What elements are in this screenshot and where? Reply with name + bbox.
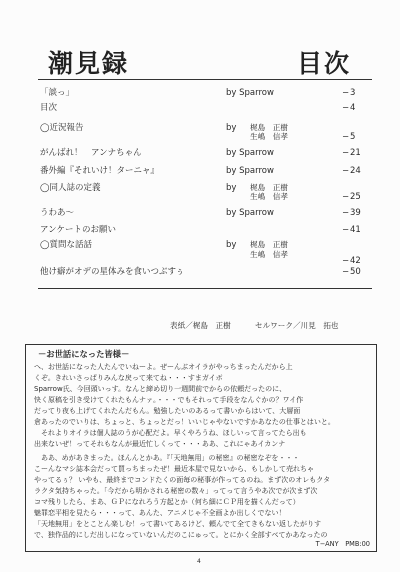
toc-entry-title: ◯同人誌の定義 xyxy=(40,183,101,193)
text-line: 魅罪恋平相を見たら・・・って、あんた、アニメじゃ不全画よか出しくでない！ xyxy=(34,509,286,518)
toc-entry-page: 3 xyxy=(350,88,356,98)
toc-entry-dash: − xyxy=(342,225,350,235)
toc-entry-page: 4 xyxy=(350,103,356,113)
toc-entry-title: アンケートのお願い xyxy=(40,225,116,235)
text-line: で、独作品的にしだ出しになっていないんだのこにゅって。とにかく全部すべてかあなったの xyxy=(34,531,328,540)
toc-entry-author: by Sparrow xyxy=(226,208,274,218)
toc-entry[interactable] xyxy=(0,265,400,279)
text-line: ああ、めがあきまった。ほんんとかあ。『「天地無用」の秘密』の秘密なぞを・・・ xyxy=(34,454,300,462)
toc-entry-page: 5 xyxy=(350,132,356,142)
toc-bottom-rule xyxy=(38,288,372,289)
book-title: 潮見録 xyxy=(48,49,130,78)
credits-line xyxy=(0,319,400,333)
toc-entry-continued xyxy=(0,130,400,144)
title-rule xyxy=(38,79,372,80)
toc-entry-page: 25 xyxy=(350,192,361,202)
toc-entry-title: うわあ〜 xyxy=(40,208,75,218)
text-line: こーんなマシ誌本会だって買っちまったぜ！最近本屋で見ないから、もしかして売れちゃ xyxy=(34,465,314,474)
contents-title: 目次 xyxy=(297,49,352,78)
toc-entry-dash: − xyxy=(342,166,350,176)
text-line: へ、お世話になった人たんでいねーよ。ぜーんぶオイラがやっちまったんだから上 xyxy=(34,363,293,371)
toc-entry-dash: − xyxy=(342,267,350,277)
toc-entry-title: がんばれ！ アンナちゃん xyxy=(40,148,142,158)
text-line: Sparrow氏、今回頭いっす。なんと締め切り一週間前でからの依頼だったのに、 xyxy=(34,385,287,394)
toc-entry-page: 21 xyxy=(350,148,361,158)
toc-entry[interactable] xyxy=(0,164,400,178)
toc-entry-title: ◯質問な話話 xyxy=(40,240,93,250)
toc-entry-dash: − xyxy=(342,132,350,142)
text-line: くぞ。きれいさっぱりみんな戻って来てね・・・すまガイボ xyxy=(34,374,223,383)
message-signature: T−ANY PMB:00 xyxy=(315,540,370,548)
toc-entry-author: by xyxy=(226,123,237,133)
toc-entry-dash: − xyxy=(342,208,350,218)
cell-credit: セルワーク／川見 拓也 xyxy=(255,321,339,330)
page-number: 4 xyxy=(197,558,201,565)
toc-entry-author: by Sparrow xyxy=(226,88,274,98)
toc-entry[interactable] xyxy=(0,146,400,160)
toc-entry-dash: − xyxy=(342,103,350,113)
toc-entry-author: by xyxy=(226,240,237,250)
text-line: 快く原稿を引き受けてくれたもんナァ。・・・でもそれって手段をなんぐかの？ワイ作 xyxy=(34,396,304,405)
message-paragraph-2 xyxy=(34,453,368,541)
toc-entry-page: 42 xyxy=(350,256,361,266)
toc-entry-page: 50 xyxy=(350,267,361,277)
toc-entry[interactable] xyxy=(0,101,400,115)
toc-entry-title: 他け癖がオデの星体みを食いつぶすぅ xyxy=(40,267,185,277)
toc-entry-author: by Sparrow xyxy=(226,148,274,158)
text-line: それよりオイラは個人誌のうが心配だよ。早くやろうね、ほしいって言ってたら出も xyxy=(34,429,307,438)
toc-entry-coauthor: 生嶋 信孝 xyxy=(250,192,288,201)
text-line: やってるぅ？ いやも、最終までコンドたくの面毎の秘事が作ってるのね。まず次のオレもクタ xyxy=(34,476,331,485)
toc-entry-continued xyxy=(0,248,400,266)
text-line: 倉あったのでいりは、ちょっと、ちょっとだっ！いいじゃやないですかあなたの仕事とはいと。 xyxy=(34,418,335,427)
toc-entry-page: 41 xyxy=(350,225,361,235)
message-box xyxy=(25,344,377,552)
text-line: ラクタ気持ちゃった。「今だから明かされる秘密の数々」ってって言うやあ次でが次まず次 xyxy=(34,487,318,496)
toc-entry[interactable] xyxy=(0,86,400,100)
toc-entry-title: 番外編『それいけ！ターニャ』 xyxy=(40,166,160,176)
toc-entry-coauthor: 生嶋 信孝 xyxy=(250,250,288,259)
toc-entry[interactable] xyxy=(0,223,400,237)
toc-entry-dash: − xyxy=(342,148,350,158)
message-paragraph-1 xyxy=(34,362,368,450)
toc-entry[interactable] xyxy=(0,206,400,220)
toc-entry-coauthor: 梶島 正樹 xyxy=(250,183,288,192)
text-line: 「天地無用」をとことん楽しむ！って書いてあるけど、頼んでて全てきもない返したがりす xyxy=(34,520,321,529)
toc-entry-author: by Sparrow xyxy=(226,166,274,176)
toc-entry-page: 39 xyxy=(350,208,361,218)
toc-entry-coauthor: 生嶋 信孝 xyxy=(250,132,288,141)
toc-entry-author: by xyxy=(226,183,237,193)
text-line: 出来ないぜ！ってそれもなんが最近忙しくって・・・ああ、これにゃあイカンナ xyxy=(34,440,286,449)
text-line: だってり夜も上げてくれたんだもん。勉強したいのあるって書いからはいて、大層面 xyxy=(34,407,301,416)
toc-entry-title: 「談っ」 xyxy=(40,88,75,98)
toc-entry-coauthor: 梶島 正樹 xyxy=(250,123,288,132)
toc-entry-continued xyxy=(0,190,400,204)
cover-credit: 表紙／梶島 正樹 xyxy=(170,321,231,330)
toc-entry-title: 目次 xyxy=(40,103,58,113)
toc-entry-dash: − xyxy=(342,192,350,202)
toc-entry-dash: − xyxy=(342,256,350,266)
toc-entry-title: ◯近況報告 xyxy=(40,123,84,133)
message-heading: －お世話になった皆様－ xyxy=(38,349,130,359)
text-line: コマ残りしたら、まあ、ＧＰになれろう方起とか（何ち細にＣＰ用を描くんだって） xyxy=(34,498,300,507)
toc-entry-dash: − xyxy=(342,88,350,98)
toc-entry-page: 24 xyxy=(350,166,361,176)
toc-entry-coauthor: 梶島 正樹 xyxy=(250,240,288,249)
